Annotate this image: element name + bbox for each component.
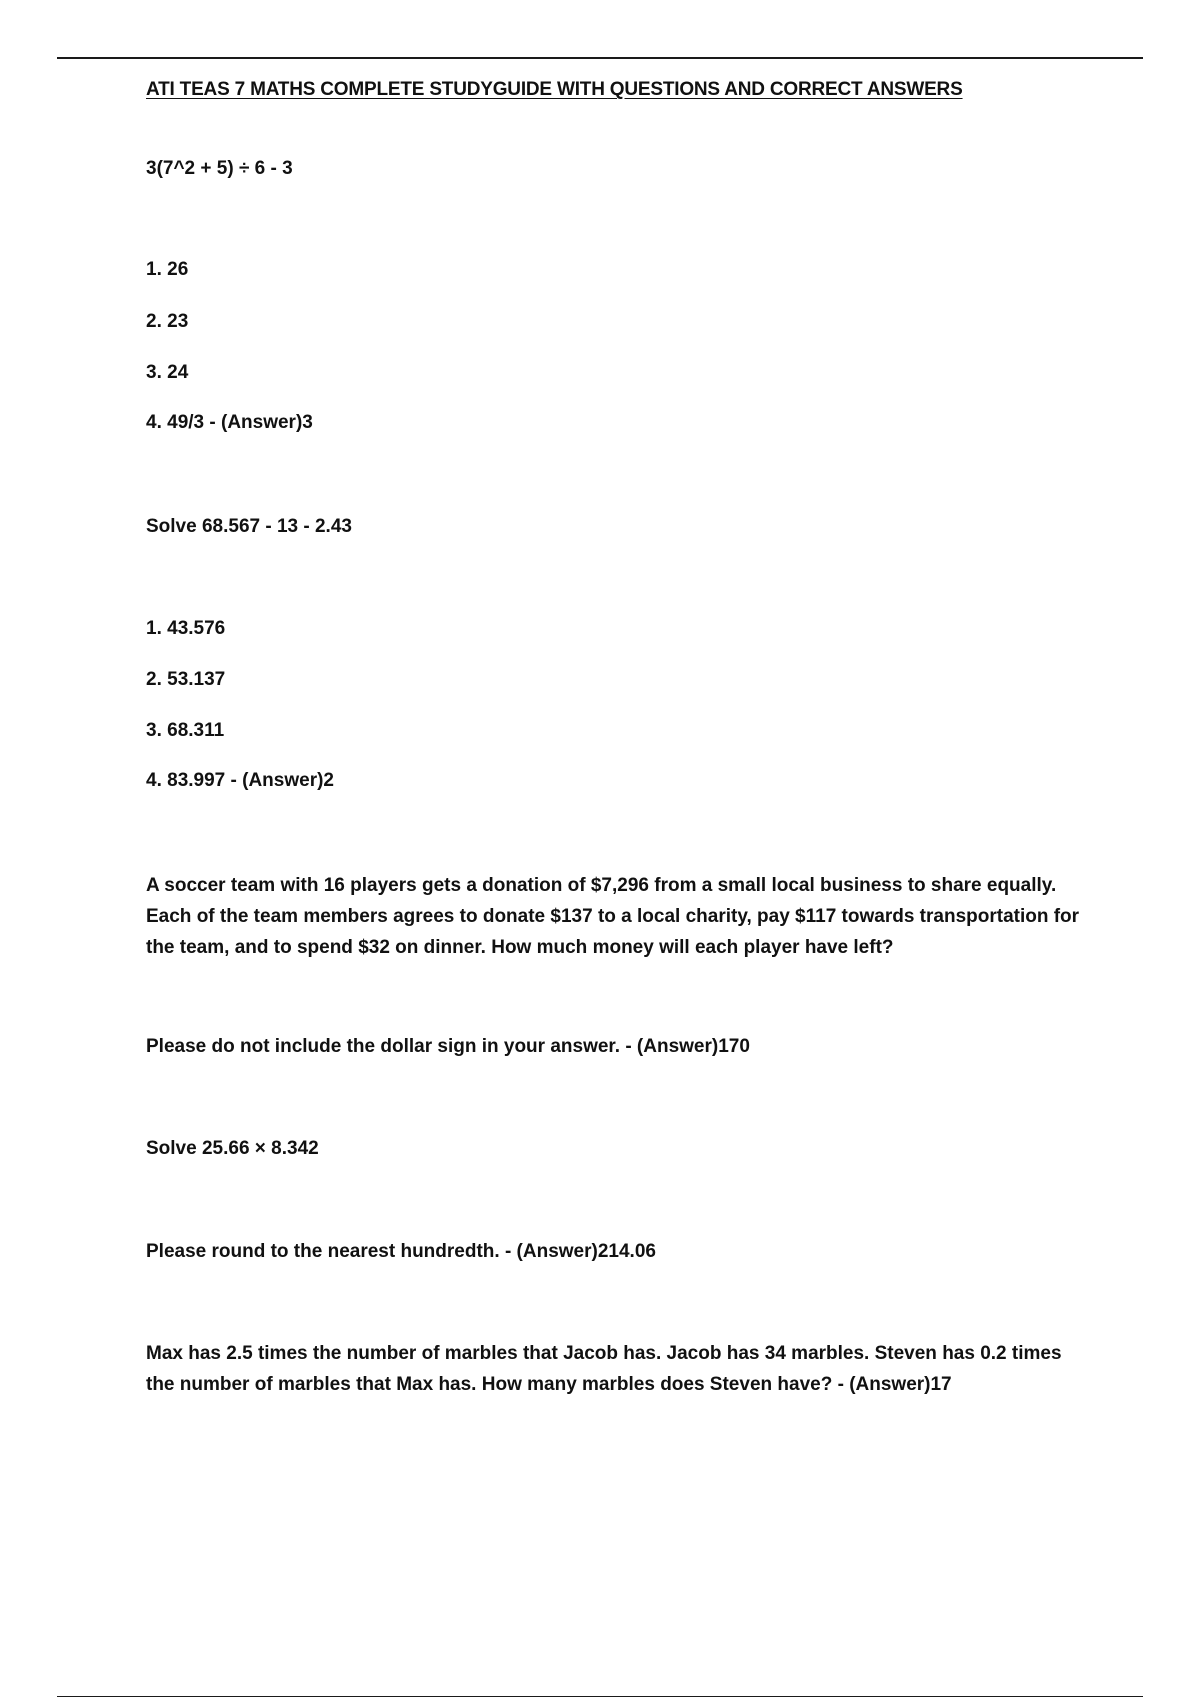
question-2-prompt: Solve 68.567 - 13 - 2.43 (146, 516, 352, 537)
top-rule (57, 57, 1143, 59)
question-1-prompt: 3(7^2 + 5) ÷ 6 - 3 (146, 158, 293, 179)
question-2-option-3: 3. 68.311 (146, 720, 225, 741)
question-4-answer-note: Please round to the nearest hundredth. - (Answer)214.06 (146, 1241, 656, 1262)
question-5-prompt: Max has 2.5 times the number of marbles that Jacob has. Jacob has 34 marbles. Steven has 0.2 times the number of marbles that Max has. How many marbles does Steven have? - (Answer)17 (146, 1343, 1062, 1395)
question-3-prompt: A soccer team with 16 players gets a donation of $7,296 from a small local business to share equally. Each of the team members agrees to donate $137 to a local charity, pay $117 towards transportation for the team, and to spend $32 on dinner. How much money will each player have left? (146, 875, 1080, 958)
question-3-answer-note: Please do not include the dollar sign in your answer. - (Answer)170 (146, 1036, 750, 1057)
question-1-option-1: 1. 26 (146, 259, 189, 280)
document-title: ATI TEAS 7 MATHS COMPLETE STUDYGUIDE WITH QUESTIONS AND CORRECT ANSWERS (146, 79, 963, 100)
question-1-option-4: 4. 49/3 - (Answer)3 (146, 412, 313, 433)
question-2-option-2: 2. 53.137 (146, 669, 226, 690)
question-4-prompt: Solve 25.66 × 8.342 (146, 1138, 319, 1159)
bottom-rule (57, 1696, 1143, 1697)
question-1-option-3: 3. 24 (146, 362, 189, 383)
question-2-option-4: 4. 83.997 - (Answer)2 (146, 770, 334, 791)
question-2-option-1: 1. 43.576 (146, 618, 226, 639)
question-1-option-2: 2. 23 (146, 311, 189, 332)
